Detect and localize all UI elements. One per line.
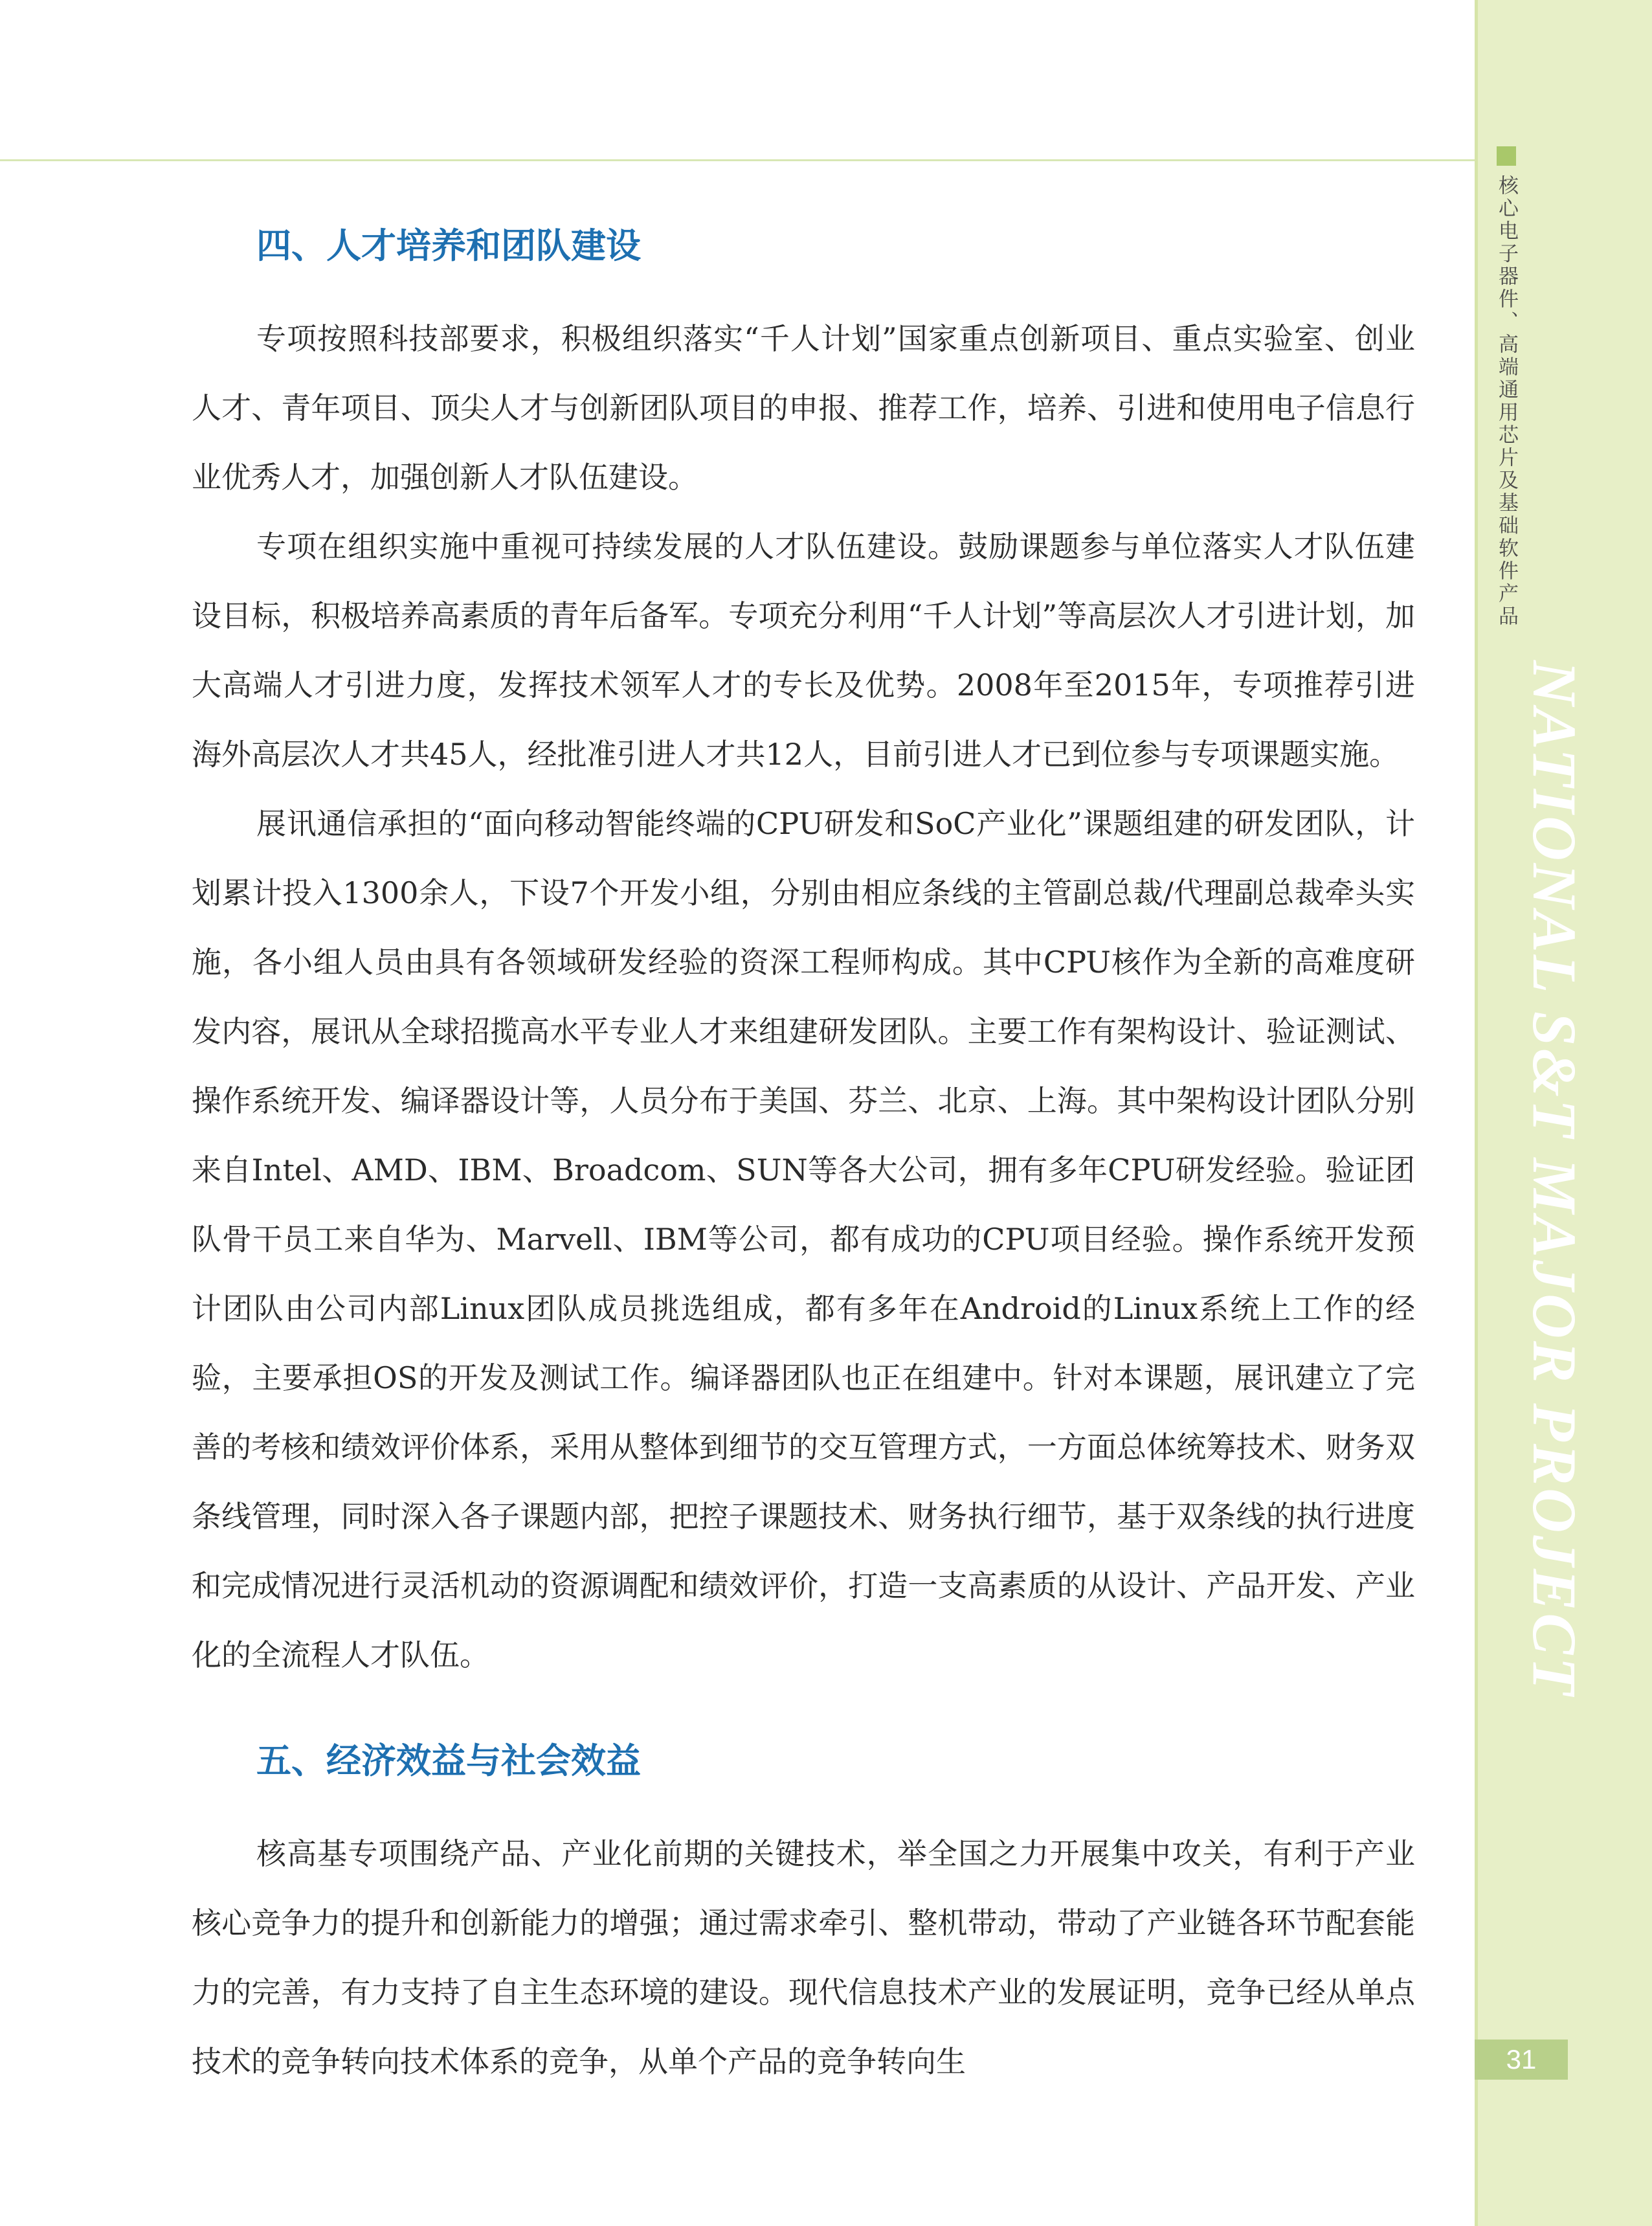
section-4-title: 四、人才培养和团队建设 bbox=[256, 225, 641, 266]
spacer bbox=[192, 1690, 1415, 1729]
sidebar-edge bbox=[1475, 0, 1478, 2226]
main-content bbox=[192, 214, 1415, 2097]
sidebar-english-title: NATIONAL S&T MAJOR PROJECT bbox=[1520, 660, 1589, 1698]
sidebar-square-icon bbox=[1497, 146, 1516, 166]
page-number: 31 bbox=[1475, 2040, 1568, 2080]
spacer bbox=[192, 278, 1415, 304]
section-5-title: 五、经济效益与社会效益 bbox=[256, 1740, 641, 1781]
section-4-paragraph-3: 展讯通信承担的“面向移动智能终端的CPU研发和SoC产业化”课题组建的研发团队，计划累计投入1300余人，下设7个开发小组，分别由相应条线的主管副总裁/代理副总裁牵头实施，各小组人员由具有各领域研发经验的资深工程师构成。其中CPU核作为全新的高难度研发内容，展讯从全球招揽高水平专业人才来组建研发团队。主要工作有架构设计、验证测试、操作系统开发、编译器设计等，人员分布于美国、芬兰、北京、上海。其中架构设计团队分别来自Intel、AMD、IBM、Broadcom、SUN等各大公司，拥有多年CPU研发经验。验证团队骨干员工来自华为、Marvell、IBM等公司，都有成功的CPU项目经验。操作系统开发预计团队由公司内部Linux团队成员挑选组成，都有多年在Android的Linux系统上工作的经验，主要承担OS的开发及测试工作。编译器团队也正在组建中。针对本课题，展讯建立了完善的考核和绩效评价体系，采用从整体到细节的交互管理方式，一方面总体统筹技术、财务双条线管理，同时深入各子课题内部，把控子课题技术、财务执行细节，基于双条线的执行进度和完成情况进行灵活机动的资源调配和绩效评价，打造一支高素质的从设计、产品开发、产业化的全流程人才队伍。 bbox=[192, 806, 1415, 1672]
section-4-paragraph-1: 专项按照科技部要求，积极组织落实“千人计划”国家重点创新项目、重点实验室、创业人才、青年项目、顶尖人才与创新团队项目的申报、推荐工作，培养、引进和使用电子信息行业优秀人才，加强创新人才队伍建设。 bbox=[192, 321, 1415, 495]
section-5-paragraph-1: 核高基专项围绕产品、产业化前期的关键技术，举全国之力开展集中攻关，有利于产业核心竞争力的提升和创新能力的增强；通过需求牵引、整机带动，带动了产业链各环节配套能力的完善，有力支持了自主生态环境的建设。现代信息技术产业的发展证明，竞争已经从单点技术的竞争转向技术体系的竞争，从单个产品的竞争转向生 bbox=[192, 1836, 1415, 2079]
section-4-paragraph-2: 专项在组织实施中重视可持续发展的人才队伍建设。鼓励课题参与单位落实人才队伍建设目标，积极培养高素质的青年后备军。专项充分利用“千人计划”等高层次人才引进计划，加大高端人才引进力度，发挥技术领军人才的专长及优势。2008年至2015年，专项推荐引进海外高层次人才共45人，经批准引进人才共12人，目前引进人才已到位参与专项课题实施。 bbox=[192, 529, 1415, 772]
spacer bbox=[192, 1793, 1415, 1819]
header-rule bbox=[0, 159, 1475, 161]
sidebar-chinese-title: 核心电子器件、高端通用芯片及基础软件产品 bbox=[1495, 175, 1518, 628]
